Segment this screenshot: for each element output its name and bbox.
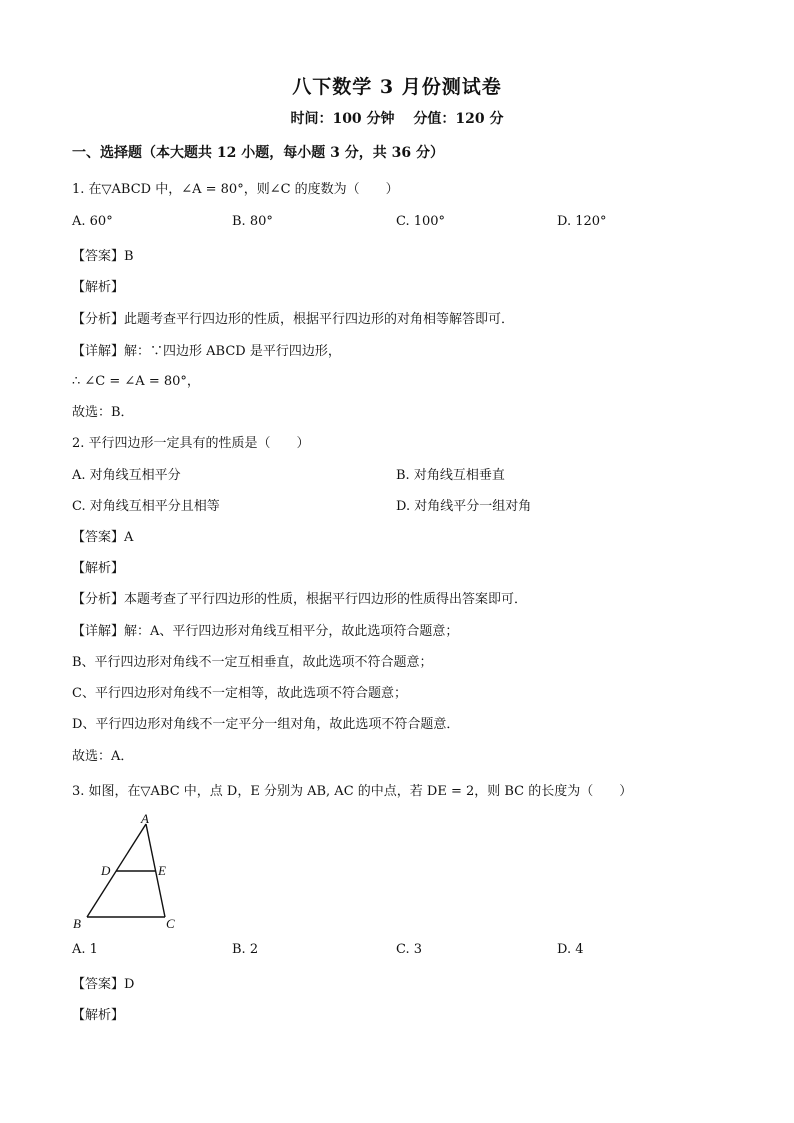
q3-option-b: B. 2 — [232, 942, 259, 957]
q2-option-d: D. 对角线平分一组对角 — [396, 499, 532, 514]
q1-option-a: A. 60° — [72, 214, 113, 229]
q1-step: ∴ ∠C = ∠A = 80°， — [72, 374, 200, 389]
q2-xiangjie: 【详解】解：A、平行四边形对角线互相平分，故此选项符合题意； — [72, 624, 459, 639]
q2-choose: 故选：A． — [72, 749, 134, 764]
q1-option-d: D. 120° — [557, 214, 607, 229]
point-label-d: D — [101, 863, 111, 878]
q2-analysis-label: 【解析】 — [72, 561, 125, 576]
q2-line-d: D、平行四边形对角线不一定平分一组对角，故此选项不符合题意． — [72, 717, 460, 732]
q2-option-c: C. 对角线互相平分且相等 — [72, 499, 220, 514]
point-label-e: E — [158, 863, 166, 878]
q3-option-d: D. 4 — [557, 942, 584, 957]
page-title: 八下数学 3 月份测试卷 — [292, 76, 502, 98]
vertex-label-b: B — [73, 916, 81, 931]
q2-answer: 【答案】A — [72, 530, 134, 545]
q3-answer: 【答案】D — [72, 977, 135, 992]
q2-option-a: A. 对角线互相平分 — [72, 468, 181, 483]
q1-option-b: B. 80° — [232, 214, 273, 229]
q2-option-b: B. 对角线互相垂直 — [396, 468, 505, 483]
q2-line-c: C、平行四边形对角线不一定相等，故此选项不符合题意； — [72, 686, 407, 701]
q1-answer: 【答案】B — [72, 249, 134, 264]
triangle-figure — [70, 812, 190, 934]
section-heading: 一、选择题（本大题共 12 小题，每小题 3 分，共 36 分） — [72, 145, 444, 161]
question-2-stem: 2. 平行四边形一定具有的性质是（ ） — [72, 436, 310, 451]
q1-choose: 故选：B． — [72, 405, 134, 420]
vertex-label-c: C — [166, 916, 175, 931]
q2-line-b: B、平行四边形对角线不一定互相垂直，故此选项不符合题意； — [72, 655, 433, 670]
q1-xiangjie: 【详解】解：∵四边形 ABCD 是平行四边形， — [72, 344, 341, 359]
vertex-label-a: A — [141, 812, 149, 826]
q1-analysis-label: 【解析】 — [72, 280, 125, 295]
q1-option-c: C. 100° — [396, 214, 446, 229]
q3-analysis-label: 【解析】 — [72, 1008, 125, 1023]
q3-option-c: C. 3 — [396, 942, 423, 957]
q1-fenxi: 【分析】此题考查平行四边形的性质，根据平行四边形的对角相等解答即可． — [72, 312, 515, 327]
q3-option-a: A. 1 — [72, 942, 98, 957]
question-1-stem: 1. 在▽ABCD 中，∠A = 80°，则∠C 的度数为（ ） — [72, 182, 399, 197]
q2-fenxi: 【分析】本题考查了平行四边形的性质，根据平行四边形的性质得出答案即可． — [72, 592, 528, 607]
question-3-stem: 3. 如图，在▽ABC 中，点 D，E 分别为 AB, AC 的中点，若 DE = 2，则 BC 的长度为（ ） — [72, 784, 633, 799]
exam-info: 时间：100 分钟 分值：120 分 — [290, 111, 504, 127]
